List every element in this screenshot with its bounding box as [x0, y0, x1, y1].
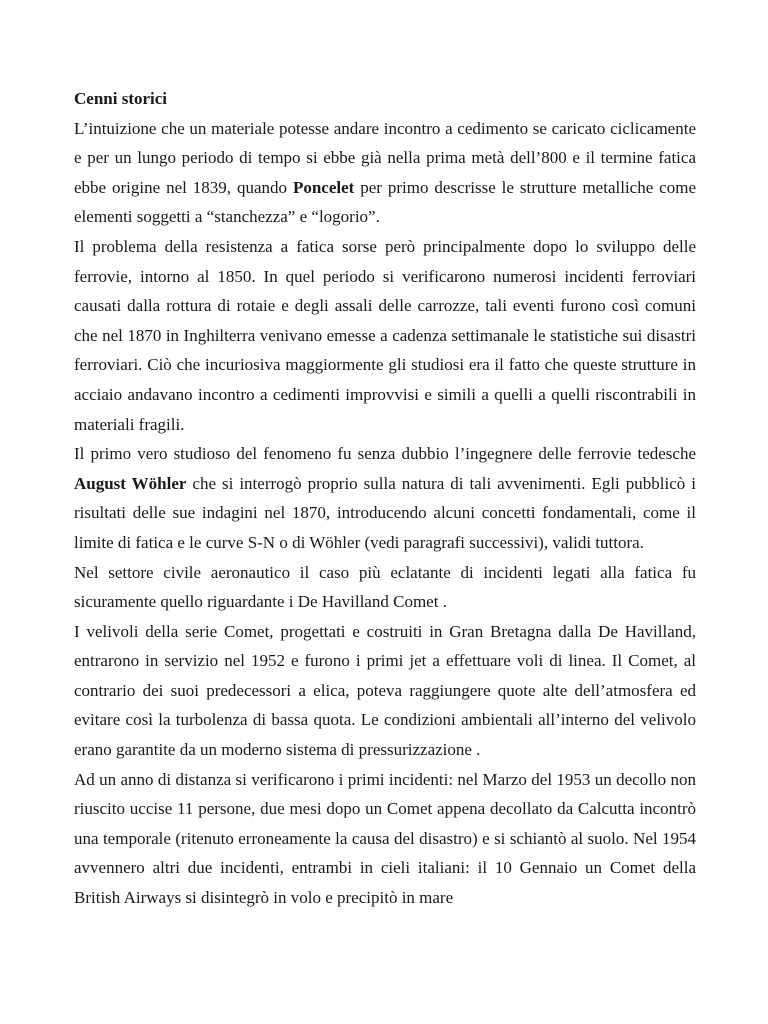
paragraph-3-text-a: Il primo vero studioso del fenomeno fu senza dubbio l’ingegnere delle ferrovie tedesche: [74, 444, 696, 464]
paragraph-1-bold-name: Poncelet: [292, 177, 355, 197]
paragraph-6: Ad un anno di distanza si verificarono i primi incidenti: nel Marzo del 1953 un decollo non riuscito uccise 11 persone, due mesi dopo un Comet appena decollato da Calcutta incontrò una temporale (ritenuto erroneamente la causa del disastro) e si schiantò al suolo. Nel 1954 avvennero altri due incidenti, entrambi in cieli italiani: il 10 Gennaio un Comet della British Airways si disintegrò in volo e precipitò in mare: [74, 769, 696, 908]
paragraph-4: Nel settore civile aeronautico il caso più eclatante di incidenti legati alla fatica fu sicuramente quello riguardante i De Havilland Comet .: [74, 562, 696, 612]
paragraph-1-text-b: per primo descrisse le strutture metalliche come elementi soggetti a “stanchezza” e “logorio”.: [74, 177, 696, 227]
paragraph-5: I velivoli della serie Comet, progettati e costruiti in Gran Bretagna dalla De Havilland, entrarono in servizio nel 1952 e furono i primi jet a effettuare voli di linea. Il Comet, al contrario dei suoi predecessori a elica, poteva raggiungere quote alte dell’atmosfera ed evitare così la turbolenza di bassa quota. Le condizioni ambientali all’interno del velivolo erano garantite da un moderno sistema di pressurizzazione .: [74, 621, 696, 760]
paragraph-1: [74, 114, 696, 232]
paragraph-3: [74, 439, 696, 557]
section-heading: Cenni storici: [74, 89, 168, 108]
paragraph-1-text-a: L’intuizione che un materiale potesse andare incontro a cedimento se caricato ciclicamente e per un lungo periodo di tempo si ebbe già nella prima metà dell’800 e il termine fatica ebbe origine nel 1839, quando: [74, 118, 696, 197]
paragraph-3-bold-name: August Wöhler: [74, 473, 187, 493]
paragraph-3-text-b: che si interrogò proprio sulla natura di tali avvenimenti. Egli pubblicò i risultati delle sue indagini nel 1870, introducendo alcuni concetti fondamentali, come il limite di fatica e le curve S-N o di Wöhler (vedi paragrafi successivi), validi tuttora.: [74, 473, 696, 552]
paragraph-2: Il problema della resistenza a fatica sorse però principalmente dopo lo sviluppo delle ferrovie, intorno al 1850. In quel periodo si verificarono numerosi incidenti ferroviari causati dalla rottura di rotaie e degli assali delle carrozze, tali eventi furono così comuni che nel 1870 in Inghilterra venivano emesse a cadenza settimanale le statistiche sui disastri ferroviari. Ciò che incuriosiva maggiormente gli studiosi era il fatto che queste strutture in acciaio andavano incontro a cedimenti improvvisi e simili a quelli a quelli riscontrabili in materiali fragili.: [74, 236, 696, 434]
document-page: [74, 84, 696, 913]
